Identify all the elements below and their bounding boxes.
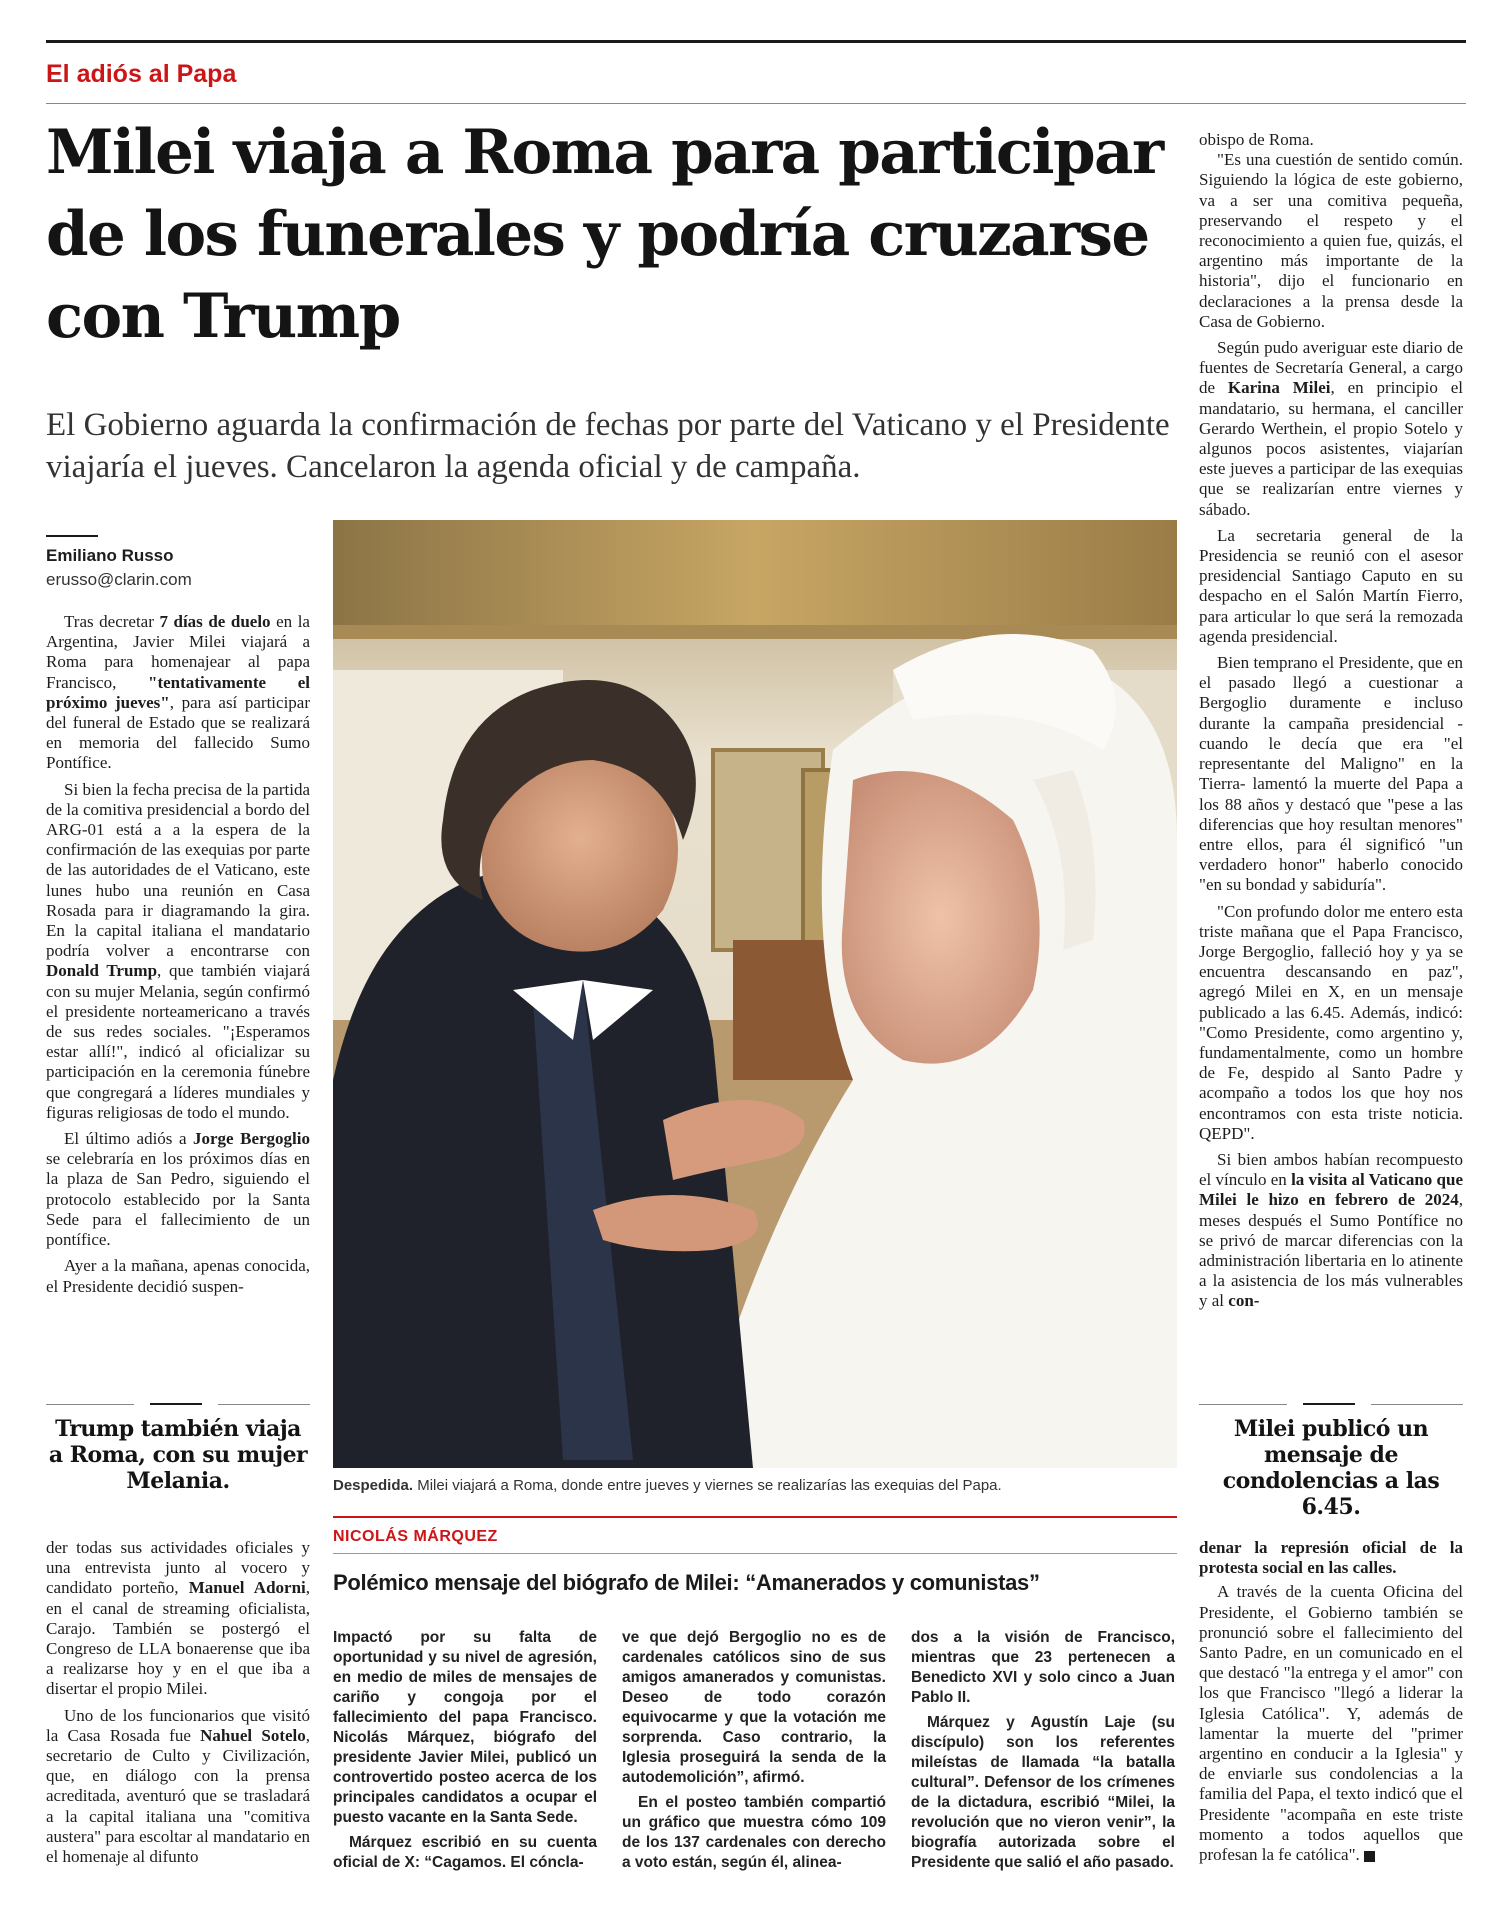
sidebar-column-1 [333, 1628, 597, 1873]
paragraph: obispo de Roma. [1199, 130, 1314, 149]
paragraph: "Es una cuestión de sentido común. Siguiendo la lógica de este gobierno, va a ser una comitiva pequeña, preservando el respeto y el reconocimiento a quien fue, quizás, el argentino más importante de la historia", dijo el funcionario en declaraciones a la prensa desde la Casa de Gobierno. [1199, 150, 1463, 331]
paragraph: Márquez escribió en su cuenta oficial de X: “Cagamos. El cóncla- [333, 1834, 597, 1871]
body-column-3-continued [1199, 1538, 1463, 1865]
paragraph: der todas sus actividades oficiales y una entrevista junto al vocero y candidato porteño, Manuel Adorni, en el canal de streaming oficialista, Carajo. También se postergó el Congreso de LLA bonaerense que iba a realizarse hoy y en el que iba a disertar el propio Milei. [46, 1538, 311, 1699]
section-divider [46, 103, 1466, 104]
deck-subtitle: El Gobierno aguarda la confirmación de fechas por parte del Vaticano y el Presidente viajaría el jueves. Cancelaron la agenda oficial y de campaña. [46, 407, 1170, 485]
paragraph: ve que dejó Bergoglio no es de cardenales católicos sino de sus amigos amanerados y comunistas. Deseo de todo corazón equivocarme y que la votación me sorprenda. Caso contrario, la Iglesia proseguirá la senda de la autodemolición”, afirmó. [622, 1629, 886, 1786]
pullquote-trump: Trump también viaja a Roma, con su mujer Melania. [48, 1416, 308, 1494]
end-of-article-mark [1364, 1851, 1375, 1862]
pullquote-line-left [1199, 1404, 1287, 1405]
paragraph: dos a la visión de Francisco, mientras que 23 pertenecen a Benedicto XVI y solo cinco a Juan Pablo II. [911, 1629, 1175, 1706]
paragraph: Uno de los funcionarios que visitó la Casa Rosada fue Nahuel Sotelo, secretario de Culto y Civilización, que, en diálogo con la prensa acreditada, aventuró que se trasladará a la capital italiana una "comitiva austera" para escoltar al mandatario en el homenaje al difunto [46, 1705, 310, 1867]
sidebar-top-rule [333, 1516, 1177, 1518]
sidebar-title: Polémico mensaje del biógrafo de Milei: “Amanerados y comunistas” [333, 1570, 1040, 1595]
pullquote-line-left [46, 1404, 134, 1405]
paragraph: El último adiós a Jorge Bergoglio se celebraría en los próximos días en la plaza de San Pedro, siguiendo el protocolo establecido por la Santa Sede para el fallecimiento de un pontífice. [46, 1129, 311, 1250]
pullquote-line-right [1371, 1404, 1463, 1405]
paragraph: La secretaria general de la Presidencia se reunió con el asesor presidencial Santiago Caputo en su despacho en el Salón Martín Fierro, para articular lo que será la remozada agenda presidencial. [1199, 525, 1463, 646]
sidebar-tag: NICOLÁS MÁRQUEZ [333, 1528, 498, 1545]
paragraph: Bien temprano el Presidente, que en el pasado llegó a cuestionar a Bergoglio duramente e incluso durante la campaña presidencial - cuando le decía que era "el representante del Maligno" en la Tierra- lamentó la muerte del Papa a los 88 años y destacó que "pese a las diferencias que hoy resultan menores" entre ellos, para él significó "un verdadero honor" haberlo conocido "en su bondad y sabiduría". [1199, 653, 1463, 895]
author-email[interactable]: erusso@clarin.com [46, 570, 192, 589]
body-column-3 [1199, 130, 1463, 1312]
sidebar-divider [333, 1553, 1177, 1554]
sidebar-column-2 [622, 1628, 886, 1873]
pullquote-condolences: Milei publicó un mensaje de condolencias a las 6.45. [1222, 1416, 1440, 1520]
body-column-1 [46, 612, 310, 1297]
byline-rule [46, 535, 98, 537]
paragraph: denar la represión oficial de la protesta social en las calles. [1199, 1538, 1463, 1578]
paragraph: En el posteo también compartió un gráfico que muestra cómo 109 de los 137 cardenales con derecho a voto están, según él, alinea- [622, 1794, 886, 1871]
paragraph: Según pudo averiguar este diario de fuentes de Secretaría General, a cargo de Karina Milei, en principio el mandatario, su hermana, el canciller Gerardo Werthein, el propio Sotelo y algunos pocos asistentes, viajarían este jueves a participar de las exequias que se realizarían entre viernes y sábado. [1199, 338, 1463, 519]
paragraph: Si bien la fecha precisa de la partida de la comitiva presidencial a bordo del ARG-01 está a a la espera de la confirmación de las exequias por parte de las autoridades de el Vaticano, este lunes hubo una reunión en Casa Rosada para ir diagramando la gira. En la capital italiana el mandatario podría volver a encontrarse con Donald Trump, que también viajará con su mujer Melania, según confirmó el presidente norteamericano a través de sus redes sociales. "¡Esperamos estar allí!", indicó al oficializar su participación en la ceremonia fúnebre que congregará a líderes mundiales y figuras religiosas de todo el mundo. [46, 779, 310, 1122]
pullquote-rule [1303, 1403, 1355, 1405]
paragraph: Impactó por su falta de oportunidad y su nivel de agresión, en medio de miles de mensajes de cariño y congoja por el fallecimiento del papa Francisco. Nicolás Márquez, biógrafo del presidente Javier Milei, publicó un controvertido posteo acerca de los principales candidatos a ocupar el puesto vacante en la Santa Sede. [333, 1629, 597, 1826]
paragraph: "Con profundo dolor me entero esta triste mañana que el Papa Francisco, Jorge Bergoglio, falleció hoy y ya se encuentra descansando en paz", agregó Milei en X, en un mensaje publicado a las 6.45. Además, indicó: "Como Presidente, como argentino y, fundamentalmente, como un hombre de Fe, despido al Santo Padre y acompaño a todos los que hoy nos encontramos con esta triste noticia. QEPD". [1199, 901, 1463, 1143]
author-name: Emiliano Russo [46, 546, 174, 565]
paragraph: Márquez y Agustín Laje (su discípulo) son los referentes mileístas de llamada “la batalla cultural”. Defensor de los crímenes de la dictadura, escribió “Milei, la revolución que no vieron venir”, la biografía autorizada sobre el Presidente que salió el año pasado. [911, 1714, 1175, 1871]
body-column-1-continued [46, 1538, 310, 1867]
photo-caption: Despedida. Milei viajará a Roma, donde entre jueves y viernes se realizarías las exequias del Papa. [333, 1477, 1002, 1494]
headline: Milei viaja a Roma para participar de los funerales y podría cruzarse con Trump [46, 117, 1163, 352]
paragraph: A través de la cuenta Oficina del Presidente, el Gobierno también se pronunció sobre el fallecimiento del Santo Padre, en un comunicado en el que destacó "la entrega y el amor" con los que Francisco "llegó a liderar la Iglesia Católica". Y, además de lamentar la muerte del "primer argentino en conducir a la Iglesia" y de enviarle sus condolencias a la familia del Papa, el texto indicó que el Presidente "acompaña en este triste momento a todos aquellos que profesan la fe católica". [1199, 1582, 1463, 1865]
top-rule [46, 40, 1466, 43]
sidebar-column-3 [911, 1628, 1175, 1873]
section-tag: El adiós al Papa [46, 60, 237, 88]
photo-illustration [333, 520, 1177, 1468]
article-photo[interactable] [333, 520, 1177, 1468]
pullquote-line-right [218, 1404, 310, 1405]
paragraph: Tras decretar 7 días de duelo en la Argentina, Javier Milei viajará a Roma para homenajear al papa Francisco, "tentativamente el próximo jueves", para así participar del funeral de Estado que se realizará en memoria del fallecido Sumo Pontífice. [46, 612, 310, 773]
paragraph: Si bien ambos habían recompuesto el vínculo en la visita al Vaticano que Milei le hizo en febrero de 2024, meses después el Sumo Pontífice no se privó de marcar diferencias con la administración libertaria en lo atinente a la asistencia de los más vulnerables y al con- [1199, 1149, 1463, 1311]
pullquote-rule [150, 1403, 202, 1405]
paragraph: Ayer a la mañana, apenas conocida, el Presidente decidió suspen- [46, 1256, 310, 1296]
